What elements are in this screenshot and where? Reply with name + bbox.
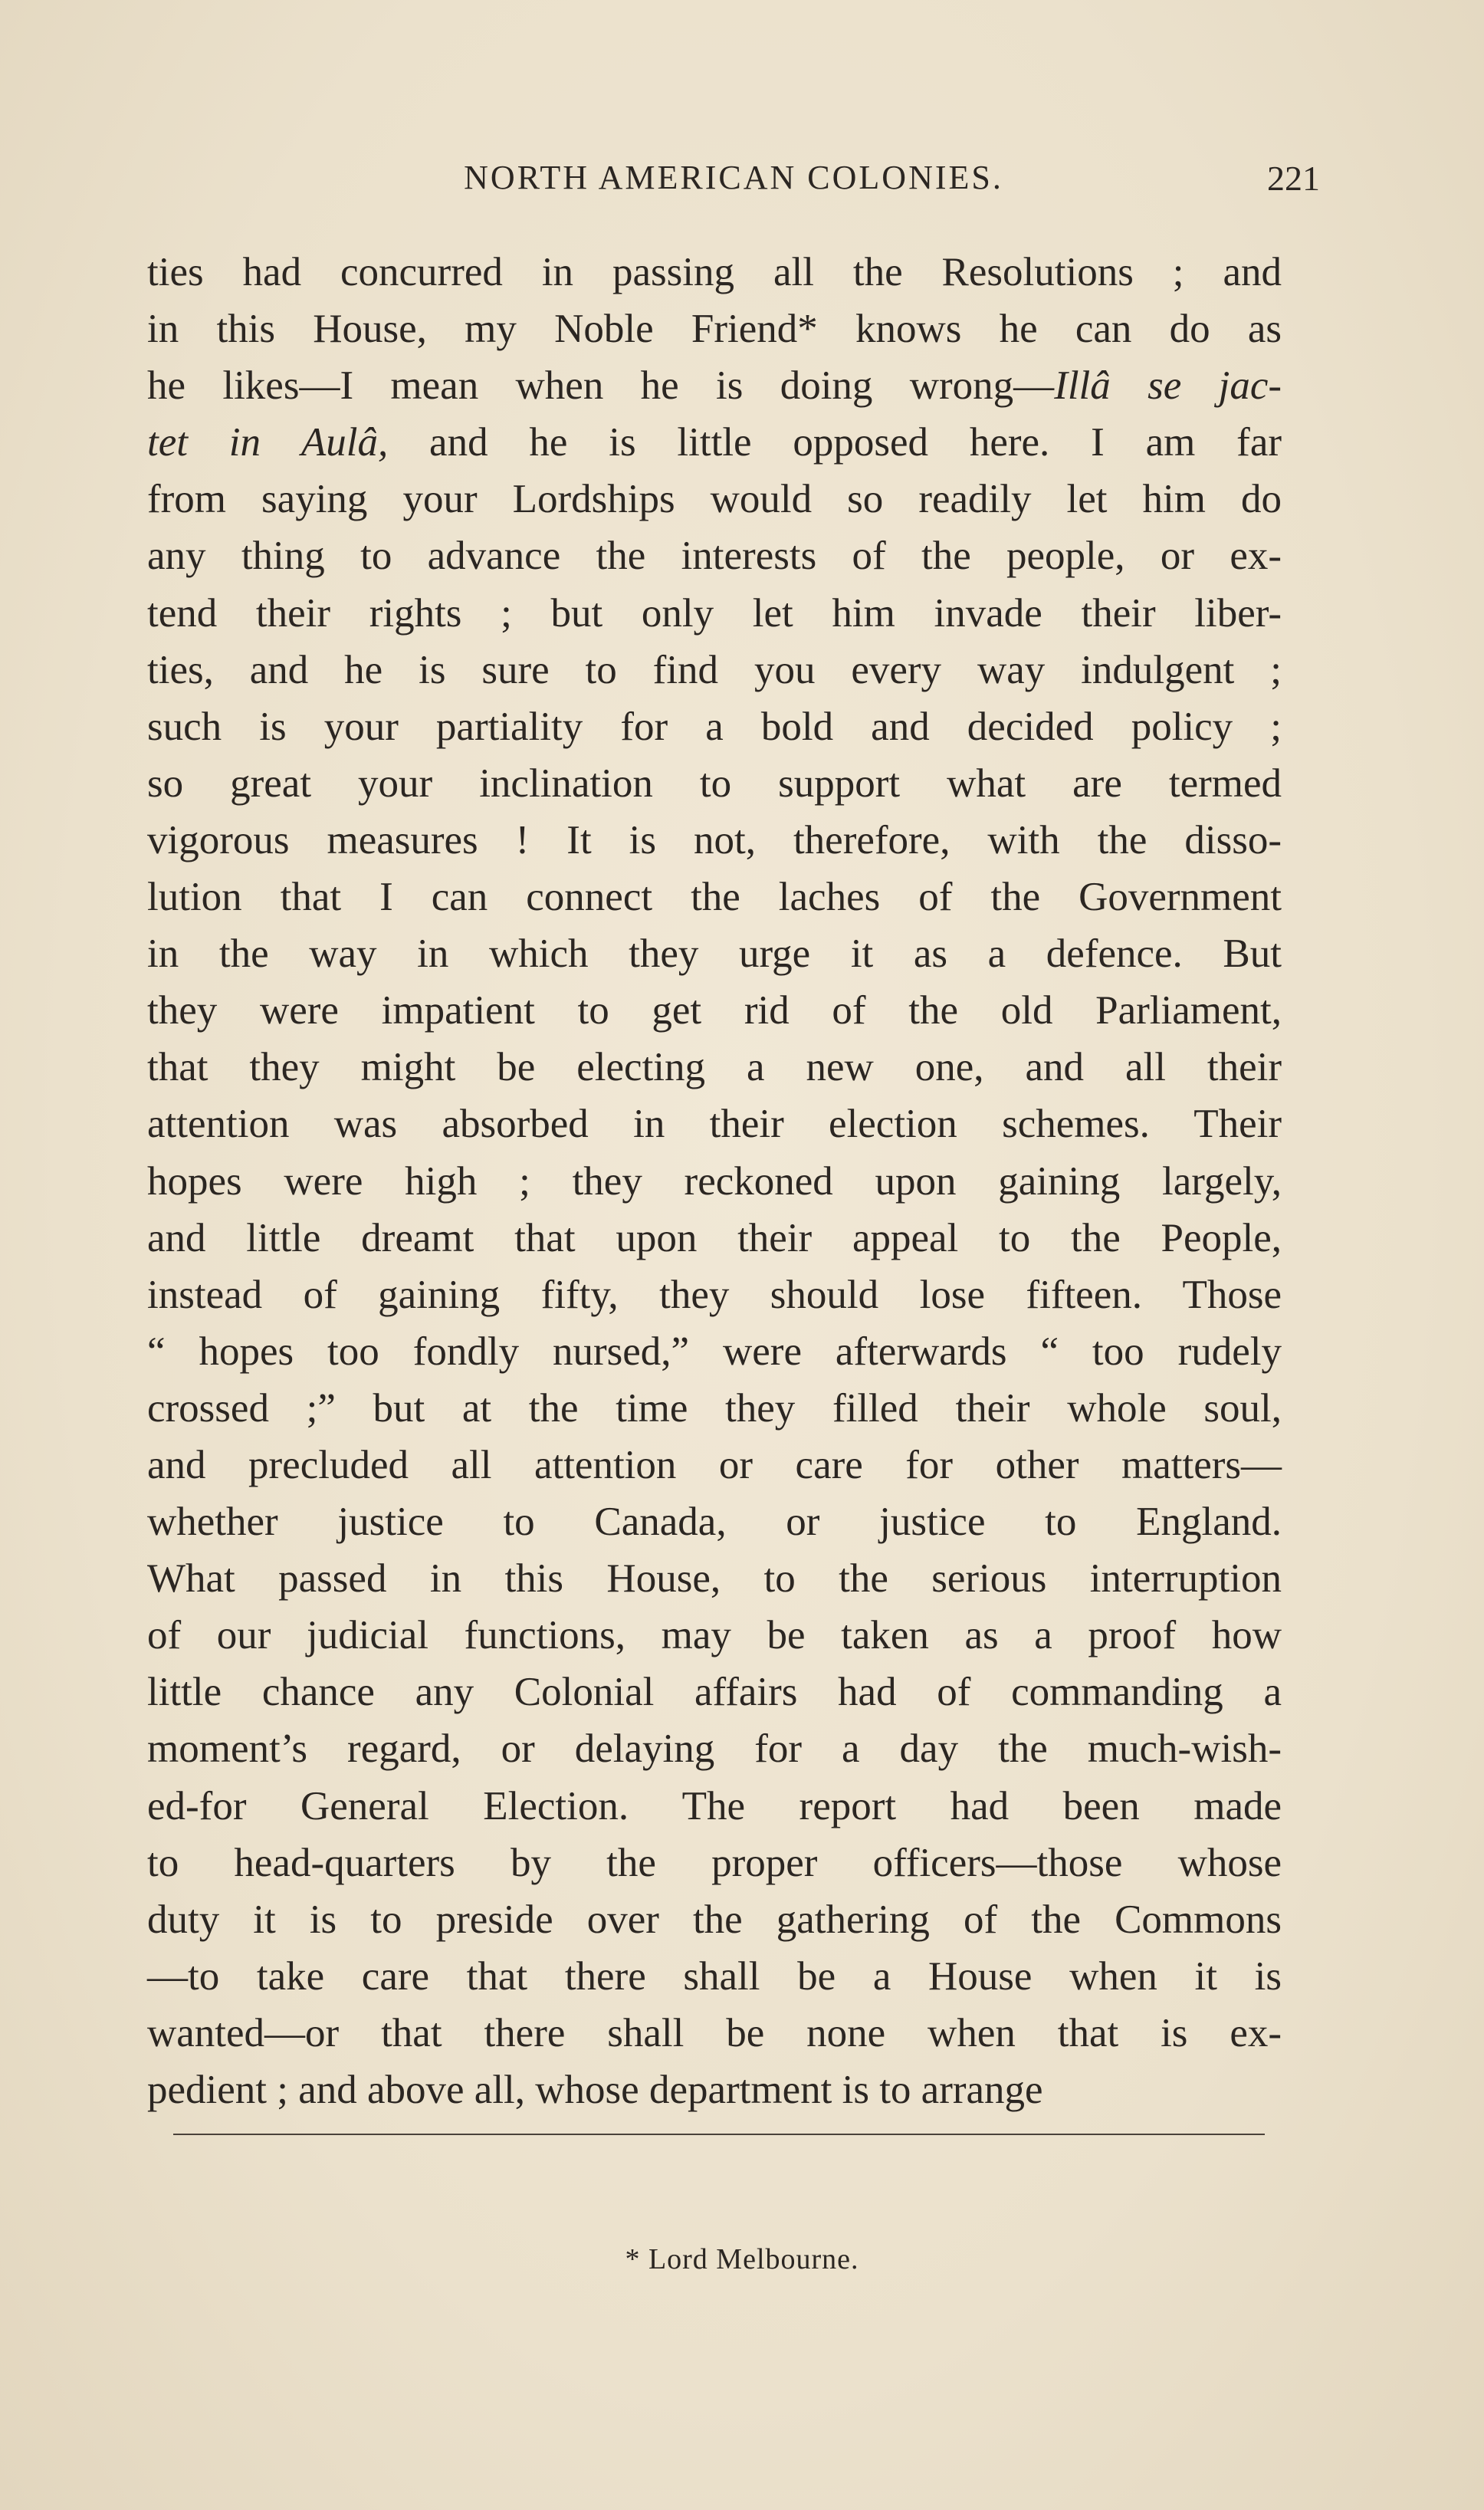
text-line: such is your partiality for a bold and decided policy ; — [147, 704, 1282, 749]
text-line: moment’s regard, or delaying for a day the much-wish- — [147, 1726, 1282, 1772]
text-line: so great your inclination to support what are termed — [147, 761, 1282, 806]
text-line: little chance any Colonial affairs had of commanding a — [147, 1670, 1282, 1715]
text-line: in this House, my Noble Friend* knows he can do as — [147, 307, 1282, 352]
text-line: ties, and he is sure to find you every way indulgent ; — [147, 647, 1282, 692]
text-line-roman: and he is little opposed here. I am far — [388, 420, 1282, 465]
text-line: hopes were high ; they reckoned upon gaining largely, — [147, 1158, 1282, 1204]
text-line — [147, 414, 1282, 471]
latin-phrase: tet in Aulâ, — [147, 420, 389, 465]
text-line: and precluded all attention or care for other matters— — [147, 1442, 1282, 1487]
text-line — [147, 357, 1282, 414]
footnote: * Lord Melbourne. — [625, 2243, 859, 2275]
text-line: ed-for General Election. The report had been made — [147, 1783, 1282, 1828]
text-line: any thing to advance the interests of the people, or ex- — [147, 534, 1282, 579]
text-line: duty it is to preside over the gathering of the Commons — [147, 1897, 1282, 1942]
text-line: pedient ; and above all, whose department is to arrange — [147, 2068, 1043, 2112]
text-line: to head-quarters by the proper officers—those whose — [147, 1840, 1282, 1885]
text-line: that they might be electing a new one, and all their — [147, 1045, 1282, 1090]
text-line: and little dreamt that upon their appeal to the People, — [147, 1215, 1282, 1260]
text-line: “ hopes too fondly nursed,” were afterwards “ too rudely — [147, 1329, 1282, 1374]
text-line: whether justice to Canada, or justice to England. — [147, 1500, 1282, 1545]
text-line: vigorous measures ! It is not, therefore, with the disso- — [147, 817, 1282, 862]
text-line: ties had concurred in passing all the Resolutions ; and — [147, 250, 1282, 294]
text-line: What passed in this House, to the serious interruption — [147, 1556, 1282, 1602]
text-line: from saying your Lordships would so readily let him do — [147, 477, 1282, 522]
text-line: of our judicial functions, may be taken as a proof how — [147, 1613, 1282, 1658]
footnote-rule — [173, 2134, 1265, 2135]
text-line-roman: he likes—I mean when he is doing wrong— — [147, 363, 1055, 409]
text-line: in the way in which they urge it as a defence. But — [147, 931, 1282, 977]
running-head — [147, 158, 1320, 212]
latin-phrase: Illâ se jac- — [1054, 363, 1282, 409]
text-line: they were impatient to get rid of the old Parliament, — [147, 988, 1282, 1033]
text-line: lution that I can connect the laches of the Government — [147, 875, 1282, 920]
text-line: —to take care that there shall be a House when it is — [147, 1953, 1282, 1999]
running-title: NORTH AMERICAN COLONIES. — [464, 159, 1003, 196]
page-number: 221 — [1267, 159, 1320, 198]
text-line: crossed ;” but at the time they filled their whole soul, — [147, 1385, 1282, 1431]
text-line: wanted—or that there shall be none when that is ex- — [147, 2010, 1282, 2055]
text-line: attention was absorbed in their election schemes. Their — [147, 1102, 1282, 1147]
text-line: instead of gaining fifty, they should lose fifteen. Those — [147, 1272, 1282, 1317]
body-text — [147, 244, 1282, 2118]
text-line: tend their rights ; but only let him invade their liber- — [147, 590, 1282, 636]
